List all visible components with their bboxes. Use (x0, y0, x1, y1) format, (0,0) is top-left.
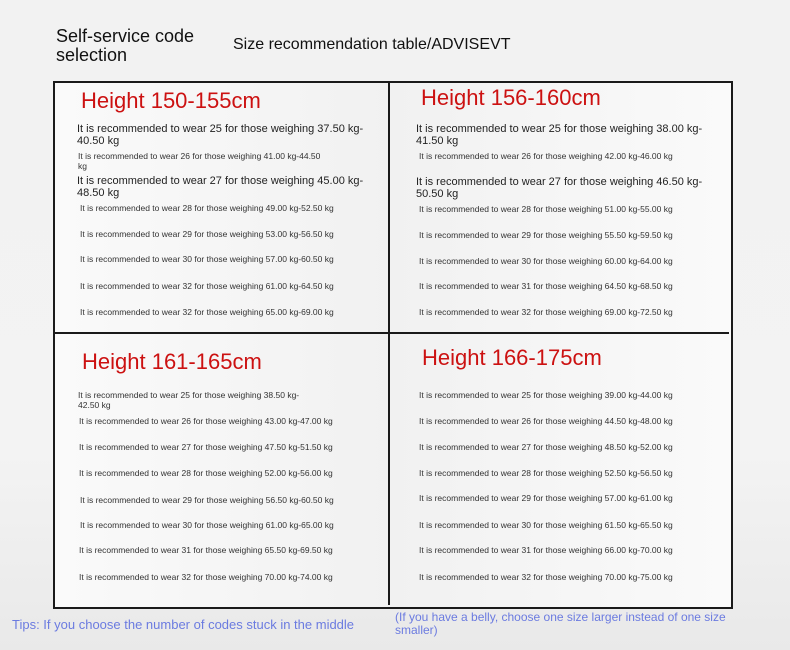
size-line: It is recommended to wear 32 for those weighing 69.00 kg-72.50 kg (419, 307, 673, 317)
height-panel-156-160 (390, 83, 729, 334)
height-panel-161-165 (55, 334, 390, 605)
size-line: It is recommended to wear 27 for those weighing 45.00 kg-48.50 kg (77, 175, 364, 199)
size-line: It is recommended to wear 30 for those weighing 57.00 kg-60.50 kg (80, 254, 334, 264)
size-line: It is recommended to wear 29 for those weighing 53.00 kg-56.50 kg (80, 229, 334, 239)
panel-title: Height 161-165cm (82, 349, 262, 374)
size-line: It is recommended to wear 28 for those weighing 51.00 kg-55.00 kg (419, 204, 673, 214)
size-line: It is recommended to wear 32 for those weighing 61.00 kg-64.50 kg (80, 281, 334, 291)
size-line: It is recommended to wear 28 for those weighing 49.00 kg-52.50 kg (80, 203, 334, 213)
size-recommendation-table (53, 81, 733, 609)
height-panel-166-175 (390, 334, 729, 605)
size-line: It is recommended to wear 28 for those weighing 52.00 kg-56.00 kg (79, 468, 333, 478)
size-line: It is recommended to wear 31 for those weighing 64.50 kg-68.50 kg (419, 281, 673, 291)
size-table-heading: Size recommendation table/ADVISEVT (233, 36, 511, 53)
size-line: It is recommended to wear 29 for those weighing 56.50 kg-60.50 kg (80, 495, 334, 505)
self-service-heading: Self-service code selection (56, 26, 195, 65)
size-line: It is recommended to wear 27 for those weighing 48.50 kg-52.00 kg (419, 442, 673, 452)
panel-title: Height 156-160cm (421, 85, 601, 110)
tip-middle-size: Tips: If you choose the number of codes stuck in the middle (12, 617, 355, 632)
size-line: It is recommended to wear 28 for those weighing 52.50 kg-56.50 kg (419, 468, 673, 478)
size-line: It is recommended to wear 30 for those weighing 60.00 kg-64.00 kg (419, 256, 673, 266)
size-line: It is recommended to wear 29 for those weighing 55.50 kg-59.50 kg (419, 230, 673, 240)
size-line: It is recommended to wear 27 for those weighing 47.50 kg-51.50 kg (79, 442, 333, 452)
size-line: It is recommended to wear 32 for those weighing 65.00 kg-69.00 kg (80, 307, 334, 317)
size-line: It is recommended to wear 25 for those weighing 37.50 kg-40.50 kg (77, 123, 364, 147)
panel-title: Height 166-175cm (422, 345, 602, 370)
size-line: It is recommended to wear 31 for those weighing 65.50 kg-69.50 kg (79, 545, 333, 555)
size-line: It is recommended to wear 26 for those weighing 43.00 kg-47.00 kg (79, 416, 333, 426)
size-line: It is recommended to wear 30 for those weighing 61.50 kg-65.50 kg (419, 520, 673, 530)
panel-title: Height 150-155cm (81, 88, 261, 113)
size-line: It is recommended to wear 25 for those weighing 39.00 kg-44.00 kg (419, 390, 673, 400)
size-line: It is recommended to wear 25 for those weighing 38.50 kg-42.50 kg (78, 390, 300, 410)
height-panel-150-155 (55, 83, 390, 334)
size-line: It is recommended to wear 26 for those weighing 42.00 kg-46.00 kg (419, 151, 673, 161)
size-line: It is recommended to wear 29 for those weighing 57.00 kg-61.00 kg (419, 493, 673, 503)
size-line: It is recommended to wear 25 for those weighing 38.00 kg-41.50 kg (416, 123, 703, 147)
size-line: It is recommended to wear 30 for those weighing 61.00 kg-65.00 kg (80, 520, 334, 530)
size-line: It is recommended to wear 32 for those weighing 70.00 kg-75.00 kg (419, 572, 673, 582)
size-line: It is recommended to wear 31 for those weighing 66.00 kg-70.00 kg (419, 545, 673, 555)
size-line: It is recommended to wear 32 for those weighing 70.00 kg-74.00 kg (79, 572, 333, 582)
tip-belly: (If you have a belly, choose one size larger instead of one size smaller) (395, 610, 726, 637)
size-line: It is recommended to wear 26 for those weighing 44.50 kg-48.00 kg (419, 416, 673, 426)
size-line: It is recommended to wear 26 for those weighing 41.00 kg-44.50 kg (78, 151, 321, 171)
size-line: It is recommended to wear 27 for those weighing 46.50 kg-50.50 kg (416, 176, 703, 200)
